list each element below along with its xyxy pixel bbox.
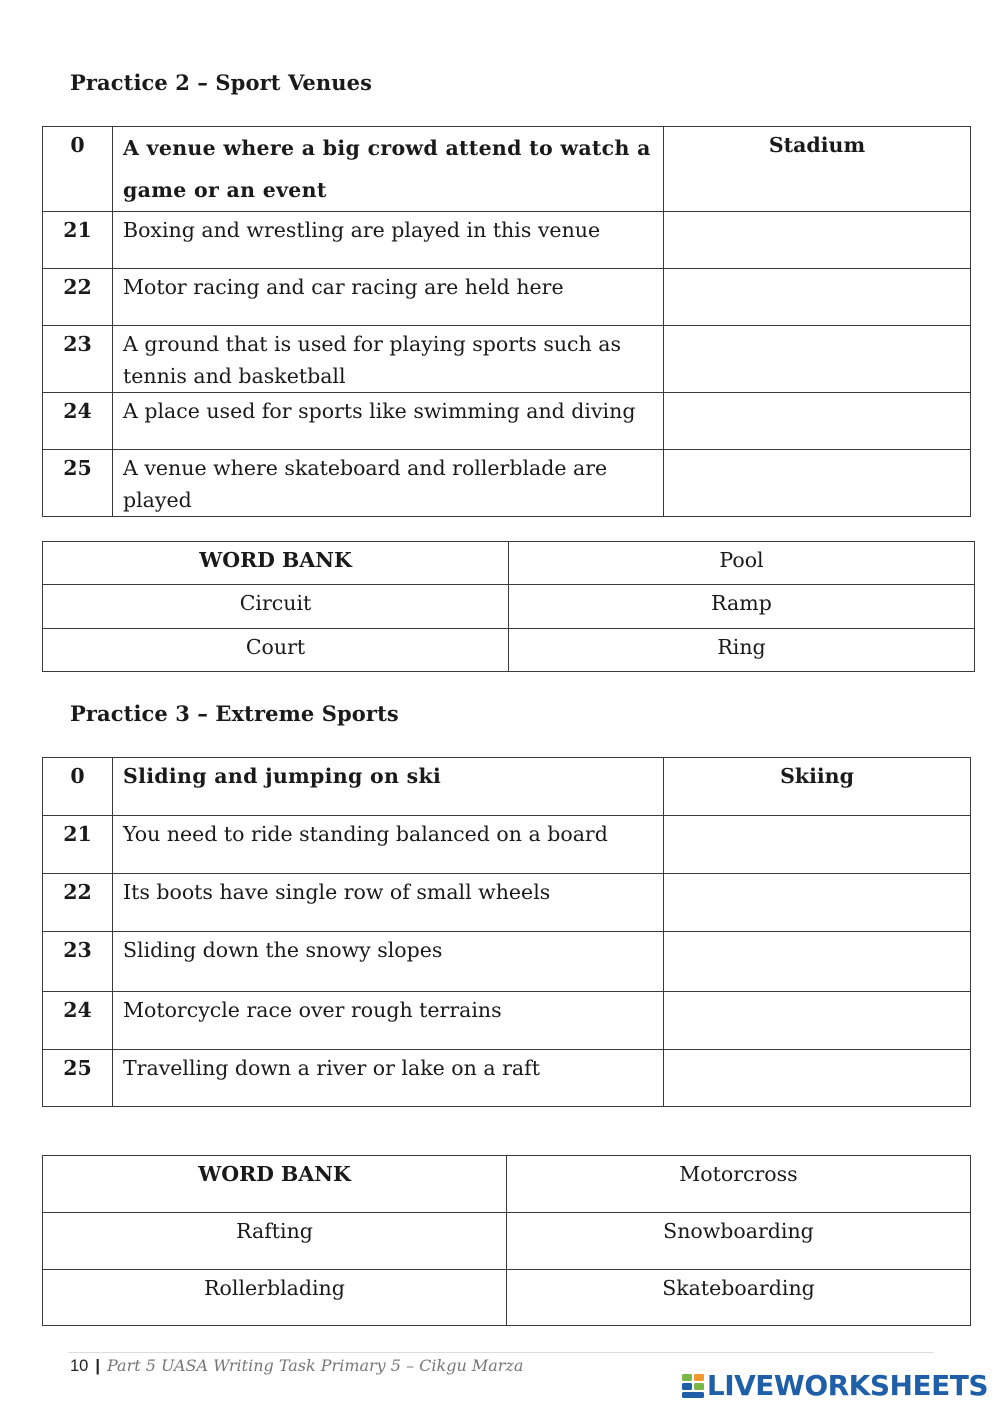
word-bank-word: Ring [509,629,975,672]
word-bank-word: Court [43,629,509,672]
table-row [43,450,971,517]
word-bank-word: Rollerblading [43,1270,507,1326]
answer-field[interactable] [664,1050,971,1107]
table-row [43,992,971,1050]
footer-separator: | [95,1357,100,1375]
row-number: 23 [43,326,113,393]
practice-3-title: Practice 3 – Extreme Sports [70,701,399,726]
row-number: 22 [43,269,113,326]
question-text: Sliding down the snowy slopes [113,932,664,992]
row-number: 0 [43,758,113,816]
table-row [43,127,971,212]
row-number: 21 [43,816,113,874]
question-text: Boxing and wrestling are played in this venue [113,212,664,269]
question-text: Motorcycle race over rough terrains [113,992,664,1050]
question-text: Sliding and jumping on ski [113,758,664,816]
answer-field[interactable] [664,393,971,450]
question-text: A place used for sports like swimming and diving [113,393,664,450]
word-bank-word: Pool [509,542,975,585]
table-row [43,326,971,393]
table-row [43,932,971,992]
liveworksheets-icon [681,1373,705,1399]
word-bank-word: Circuit [43,585,509,629]
table-row [43,393,971,450]
liveworksheets-logo[interactable] [681,1370,988,1402]
word-bank-word: Rafting [43,1213,507,1270]
practice-2-table [42,126,971,517]
table-row [43,585,975,629]
question-text: Its boots have single row of small wheels [113,874,664,932]
row-number: 24 [43,393,113,450]
word-bank-word: Snowboarding [507,1213,971,1270]
question-text: You need to ride standing balanced on a board [113,816,664,874]
answer-field[interactable] [664,326,971,393]
table-row [43,1050,971,1107]
practice-2-title: Practice 2 – Sport Venues [70,70,372,95]
table-row [43,269,971,326]
answer-field[interactable] [664,992,971,1050]
table-row [43,874,971,932]
row-number: 23 [43,932,113,992]
footer-caption: Part 5 UASA Writing Task Primary 5 – Cikgu Marza [106,1356,524,1375]
row-number: 24 [43,992,113,1050]
question-text: A ground that is used for playing sports such as tennis and basketball [113,326,664,393]
question-text: Motor racing and car racing are held here [113,269,664,326]
question-text: Travelling down a river or lake on a raft [113,1050,664,1107]
answer-field[interactable] [664,212,971,269]
row-number: 21 [43,212,113,269]
table-row [43,629,975,672]
example-answer: Stadium [664,127,971,212]
table-row [43,1213,971,1270]
answer-field[interactable] [664,874,971,932]
answer-field[interactable] [664,269,971,326]
word-bank-heading: WORD BANK [43,1156,507,1213]
table-row [43,758,971,816]
row-number: 25 [43,1050,113,1107]
practice-3-table [42,757,971,1107]
word-bank-word: Motorcross [507,1156,971,1213]
row-number: 25 [43,450,113,517]
liveworksheets-wordmark: LIVEWORKSHEETS [706,1369,988,1402]
page-number: 10 [70,1357,89,1375]
answer-field[interactable] [664,450,971,517]
page-footer [70,1356,523,1376]
table-row [43,1270,971,1326]
practice-3-word-bank [42,1155,971,1326]
table-row [43,816,971,874]
footer-divider [68,1352,934,1353]
table-row [43,212,971,269]
word-bank-word: Skateboarding [507,1270,971,1326]
table-row [43,1156,971,1213]
table-row [43,542,975,585]
word-bank-word: Ramp [509,585,975,629]
question-text: A venue where a big crowd attend to watch a game or an event [113,127,664,212]
answer-field[interactable] [664,816,971,874]
answer-field[interactable] [664,932,971,992]
row-number: 22 [43,874,113,932]
word-bank-heading: WORD BANK [43,542,509,585]
example-answer: Skiing [664,758,971,816]
row-number: 0 [43,127,113,212]
question-text: A venue where skateboard and rollerblade are played [113,450,664,517]
practice-2-word-bank [42,541,975,672]
